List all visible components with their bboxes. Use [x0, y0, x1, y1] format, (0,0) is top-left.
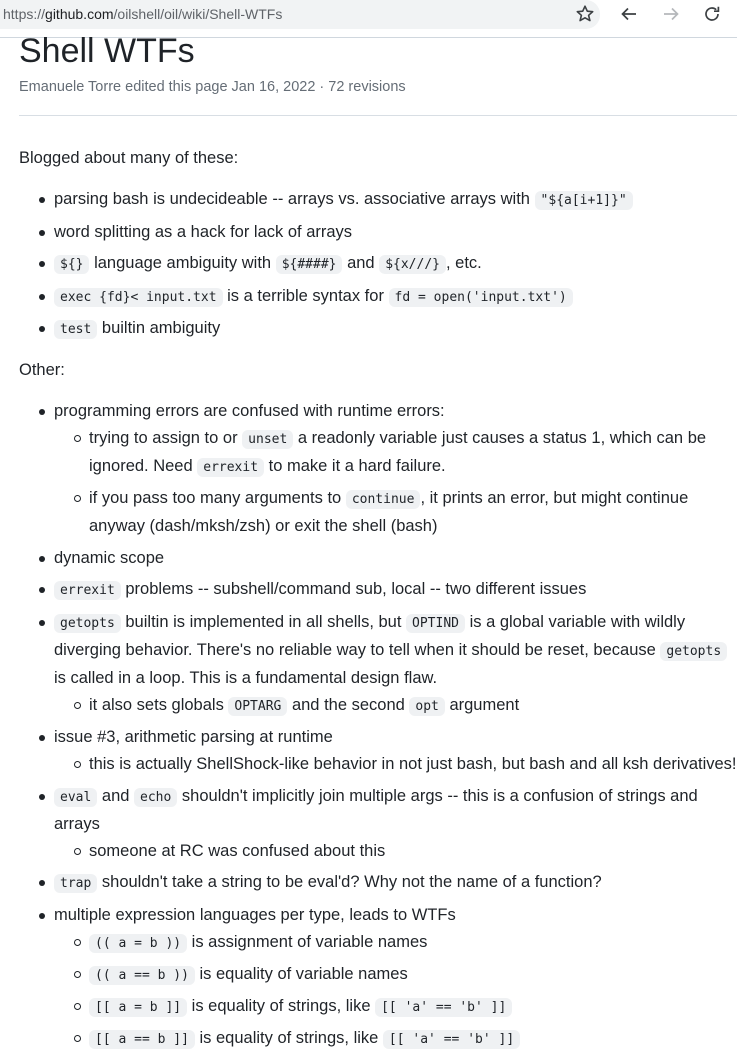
sub-list-item: if you pass too many arguments to continue , it prints an error, but might continue anyway (dash/mksh/zsh) or exit the shell (bash) [54, 485, 737, 540]
sub-list-item: someone at RC was confused about this [54, 838, 737, 865]
inline-code: OPTARG [228, 697, 287, 716]
sub-list [54, 692, 737, 720]
star-icon[interactable] [574, 4, 596, 24]
inline-code: OPTIND [406, 614, 465, 633]
other-label: Other: [19, 361, 65, 379]
sub-list-item: (( a = b )) is assignment of variable names [54, 929, 737, 957]
list-item: parsing bash is undecideable -- arrays vs. associative arrays with "${a[i+1]}" [19, 186, 737, 214]
inline-code: test [54, 320, 97, 339]
page-meta: Emanuele Torre edited this page Jan 16, 2022 · 72 revisions [19, 79, 406, 95]
circle-bullet-icon [74, 971, 81, 978]
bullet-icon [39, 261, 45, 267]
wiki-content [19, 145, 737, 1058]
list-item: test builtin ambiguity [19, 315, 737, 343]
inline-code: getopts [660, 642, 727, 661]
inline-code: "${a[i+1]}" [535, 191, 633, 210]
address-bar[interactable] [0, 0, 600, 29]
list-item: errexit problems -- subshell/command sub, local -- two different issues [19, 576, 737, 604]
list-item: getopts builtin is implemented in all shells, but OPTIND is a global variable with wildly diverging behavior. There's no reliable way to tell when it should be reset, because getopts is called in a loop. This is a fundamental design flaw. it also sets globals OPTARG and the second opt argument [19, 609, 737, 720]
blog-list [19, 186, 737, 343]
bullet-icon [39, 326, 45, 332]
browser-toolbar [0, 0, 737, 29]
circle-bullet-icon [74, 702, 81, 709]
inline-code: (( a == b )) [89, 966, 195, 985]
list-item: trap shouldn't take a string to be eval'd? Why not the name of a function? [19, 869, 737, 897]
list-item: multiple expression languages per type, leads to WTFs (( a = b )) is assignment of variable names (( a == b )) is equality of variable names [[ a = b ]] is equality of strings, like [[ 'a' == 'b' ]] [[ a == b ]] is equality of strings, like [[ 'a' == 'b' ]] [19, 902, 737, 1053]
inline-code: getopts [54, 614, 121, 633]
list-item: dynamic scope [19, 545, 737, 572]
list-item: word splitting as a hack for lack of arrays [19, 219, 737, 246]
page-title: Shell WTFs [19, 32, 195, 70]
inline-code: (( a = b )) [89, 934, 187, 953]
bullet-icon [39, 735, 45, 741]
bullet-icon [39, 409, 45, 415]
sub-list-item: [[ a = b ]] is equality of strings, like [[ 'a' == 'b' ]] [54, 993, 737, 1021]
bullet-icon [39, 230, 45, 236]
other-list [19, 398, 737, 1053]
bullet-icon [39, 556, 45, 562]
inline-code: continue [346, 490, 421, 509]
intro-text: Blogged about many of these: [19, 149, 239, 167]
circle-bullet-icon [74, 435, 81, 442]
circle-bullet-icon [74, 848, 81, 855]
url-text[interactable]: https://github.com/oilshell/oil/wiki/Shell-WTFs [3, 6, 283, 22]
inline-code: eval [54, 788, 97, 807]
inline-code: errexit [54, 581, 121, 600]
circle-bullet-icon [74, 761, 81, 768]
inline-code: exec {fd}< input.txt [54, 288, 223, 307]
bullet-icon [39, 880, 45, 886]
reload-icon[interactable] [701, 4, 723, 24]
forward-arrow-icon[interactable] [660, 4, 682, 24]
bullet-icon [39, 294, 45, 300]
circle-bullet-icon [74, 1035, 81, 1042]
sub-list [54, 838, 737, 865]
sub-list-item: this is actually ShellShock-like behavior in not just bash, but bash and all ksh derivatives! [54, 751, 737, 778]
bullet-icon [39, 197, 45, 203]
sub-list-item: (( a == b )) is equality of variable names [54, 961, 737, 989]
inline-code: errexit [197, 458, 264, 477]
back-arrow-icon[interactable] [618, 4, 640, 24]
inline-code: fd = open('input.txt') [389, 288, 573, 307]
header-divider [19, 115, 737, 116]
inline-code: trap [54, 874, 97, 893]
inline-code: [[ 'a' == 'b' ]] [375, 998, 512, 1017]
inline-code: echo [134, 788, 177, 807]
circle-bullet-icon [74, 1003, 81, 1010]
sub-list-item: [[ a == b ]] is equality of strings, like [[ 'a' == 'b' ]] [54, 1025, 737, 1053]
bullet-icon [39, 587, 45, 593]
bullet-icon [39, 913, 45, 919]
circle-bullet-icon [74, 495, 81, 502]
sub-list-item: it also sets globals OPTARG and the second opt argument [54, 692, 737, 720]
inline-code: ${x///} [379, 255, 446, 274]
list-item: eval and echo shouldn't implicitly join multiple args -- this is a confusion of strings and arrays someone at RC was confused about this [19, 783, 737, 865]
inline-code: ${####} [276, 255, 343, 274]
inline-code: unset [242, 430, 293, 449]
bullet-icon [39, 794, 45, 800]
list-item: exec {fd}< input.txt is a terrible syntax for fd = open('input.txt') [19, 283, 737, 311]
sub-list-item: trying to assign to or unset a readonly variable just causes a status 1, which can be ignored. Need errexit to make it a hard failure. [54, 425, 737, 481]
bullet-icon [39, 620, 45, 626]
inline-code: opt [409, 697, 444, 716]
sub-list [54, 929, 737, 1053]
circle-bullet-icon [74, 939, 81, 946]
inline-code: [[ 'a' == 'b' ]] [383, 1030, 520, 1049]
sub-list [54, 751, 737, 778]
list-item: ${} language ambiguity with ${####} and ${x///} , etc. [19, 250, 737, 278]
sub-list [54, 425, 737, 540]
inline-code: ${} [54, 255, 89, 274]
inline-code: [[ a = b ]] [89, 998, 187, 1017]
list-item: programming errors are confused with runtime errors: trying to assign to or unset a readonly variable just causes a status 1, which can be ignored. Need errexit to make it a hard failure. if you pass too many arguments to continue , it prints an error, but might continue anyway (dash/mksh/zsh) or exit the shell (bash) [19, 398, 737, 540]
inline-code: [[ a == b ]] [89, 1030, 195, 1049]
list-item: issue #3, arithmetic parsing at runtime this is actually ShellShock-like behavior in not just bash, but bash and all ksh derivatives! [19, 724, 737, 778]
